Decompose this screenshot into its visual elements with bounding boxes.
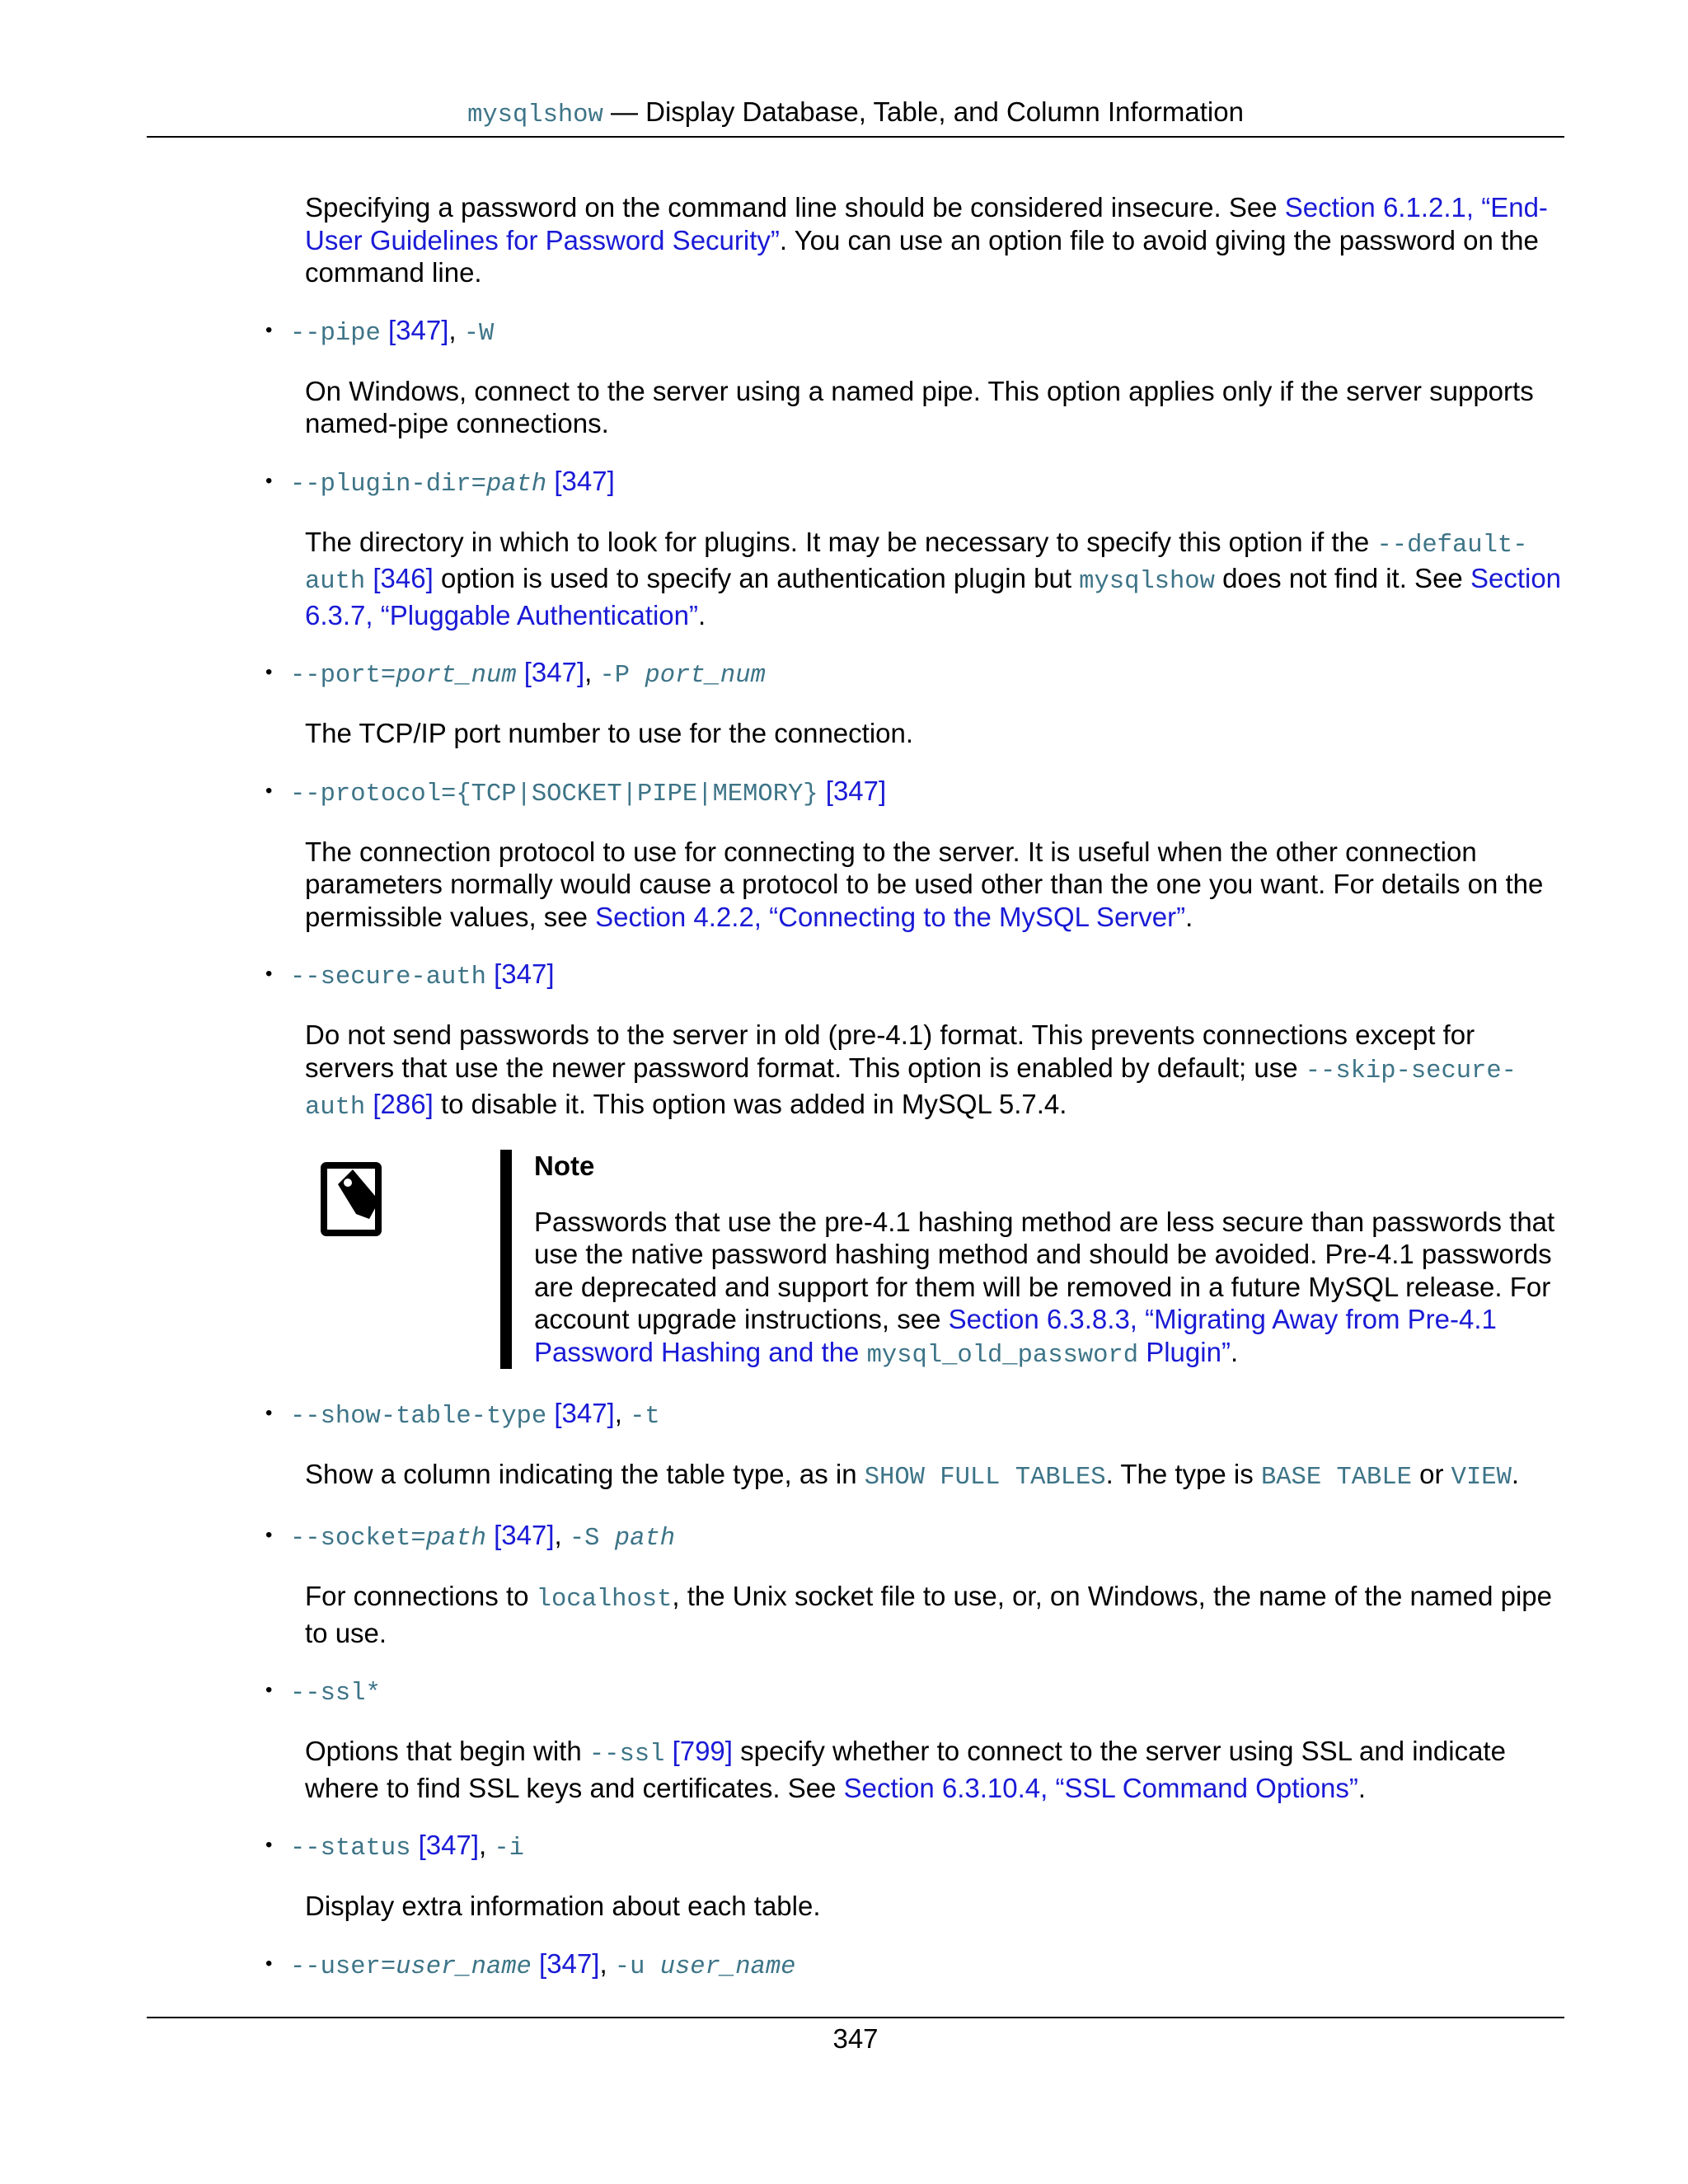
option-protocol-description	[305, 836, 1570, 934]
bullet: •	[265, 1952, 273, 1975]
option-status-description: Display extra information about each table.	[305, 1891, 821, 1921]
option-status-short: -i	[494, 1835, 524, 1863]
bullet: •	[265, 318, 273, 341]
option-socket-description	[305, 1580, 1570, 1649]
note-link-code: mysql_old_password	[866, 1341, 1139, 1370]
option-secure-auth-description	[305, 1019, 1570, 1125]
note-bar	[500, 1150, 512, 1369]
header-title: — Display Database, Table, and Column Information	[603, 96, 1244, 127]
note-text-1: Passwords that use the pre-4.1 hashing method are less secure than passwords that use the native password hashing method and should be avoided. Pre-4.1 passwords are deprecated and support for them will be removed in a future MySQL release. For account upgrade instructions, see	[534, 1206, 1555, 1334]
option-socket-short-arg: path	[614, 1525, 676, 1553]
option-socket-arg: path	[425, 1525, 486, 1553]
option-ssl-description	[305, 1735, 1570, 1804]
option-separator: ,	[599, 1947, 615, 1979]
option-separator: ,	[448, 314, 464, 345]
page-number: 347	[832, 2023, 879, 2054]
option-secure-auth	[265, 958, 1570, 994]
option-port-description: The TCP/IP port number to use for the connection.	[305, 718, 914, 748]
ssl-option-ref: [799]	[672, 1736, 733, 1766]
password-warning-paragraph	[305, 191, 1570, 289]
bullet: •	[265, 779, 273, 802]
option-pipe-name: --pipe	[290, 319, 381, 348]
bullet: •	[265, 1401, 273, 1424]
option-separator: ,	[614, 1397, 631, 1428]
bullet: •	[265, 661, 273, 683]
option-socket-name: --socket=	[290, 1525, 426, 1553]
show-table-type-text-4: .	[1511, 1458, 1520, 1489]
ssl-text-2: specify whether to connect to the server using SSL and indicate where to find SSL keys and certificates. See	[305, 1736, 1506, 1803]
option-separator: ,	[584, 657, 600, 687]
option-plugin-dir-arg: path	[485, 470, 547, 499]
secure-auth-text-1: Do not send passwords to the server in old (pre-4.1) format. This prevents connections except for servers that use the newer password format. This option is enabled by default; use	[305, 1019, 1475, 1083]
ssl-text-3: .	[1357, 1772, 1367, 1803]
plugin-dir-text-2: option is used to specify an authentication plugin but	[433, 563, 1080, 593]
show-table-type-text-3: or	[1411, 1458, 1451, 1489]
header-rule	[147, 136, 1564, 138]
pluggable-authentication-link[interactable]: Section 6.3.7, “Pluggable Authentication”	[305, 563, 1562, 630]
plugin-dir-command: mysqlshow	[1079, 568, 1215, 596]
option-secure-auth-ref-link[interactable]: [347]	[494, 958, 555, 989]
show-table-type-text-2: . The type is	[1105, 1458, 1261, 1489]
skip-secure-auth-code: --skip-secure-auth	[305, 1057, 1517, 1122]
option-ssl	[265, 1674, 1570, 1710]
connecting-server-link[interactable]: Section 4.2.2, “Connecting to the MySQL Server”	[595, 901, 1186, 932]
protocol-text-2: .	[1185, 901, 1193, 932]
note-title: Note	[534, 1150, 595, 1181]
note-box	[305, 1150, 1570, 1369]
option-port-ref-link[interactable]: [347]	[523, 657, 585, 687]
intro-text-2: . You can use an option file to avoid giving the password on the command line.	[305, 224, 1539, 288]
option-show-table-type-short: -t	[630, 1402, 660, 1431]
socket-text-2: , the Unix socket file to use, or, on Windows, the name of the named pipe to use.	[305, 1581, 1552, 1648]
option-show-table-type-name: --show-table-type	[290, 1402, 547, 1431]
option-status	[265, 1829, 1570, 1865]
option-user-short-arg: user_name	[659, 1952, 796, 1981]
option-pipe-short: -W	[463, 319, 495, 348]
option-port-short-arg: port_num	[645, 662, 766, 690]
ssl-text-1: Options that begin with	[305, 1736, 589, 1766]
page-content	[265, 191, 1570, 2008]
option-port-arg: port_num	[396, 662, 517, 690]
note-body	[534, 1150, 1564, 1373]
skip-secure-auth-ref: [286]	[373, 1089, 434, 1119]
default-auth-code: --default-auth	[305, 531, 1528, 596]
view-code: VIEW	[1451, 1463, 1512, 1492]
option-show-table-type-ref-link[interactable]: [347]	[554, 1397, 615, 1428]
option-port	[265, 656, 1570, 692]
option-secure-auth-name: --secure-auth	[290, 963, 486, 991]
option-socket-short: -S	[569, 1525, 615, 1553]
intro-text-1: Specifying a password on the command line should be considered insecure. See	[305, 192, 1285, 223]
header-command: mysqlshow	[467, 101, 603, 129]
plugin-dir-text-3: does not find it. See	[1214, 563, 1470, 593]
option-pipe-description: On Windows, connect to the server using a named pipe. This option applies only if the server supports named-pipe connections.	[305, 375, 1534, 438]
option-show-table-type-description	[305, 1458, 1570, 1495]
protocol-text-1: The connection protocol to use for connecting to the server. It is useful when the other connection parameters normally would cause a protocol to be used other than the one you want. For details on the permissible values, see	[305, 836, 1544, 932]
option-plugin-dir-name: --plugin-dir=	[290, 470, 486, 499]
option-port-short: -P	[599, 662, 645, 690]
note-text-2: .	[1230, 1336, 1239, 1367]
note-text	[534, 1206, 1564, 1373]
base-table-code: BASE TABLE	[1260, 1463, 1412, 1492]
option-pipe-ref-link[interactable]: [347]	[388, 314, 449, 345]
ssl-option-link[interactable]	[588, 1736, 733, 1769]
option-separator: ,	[554, 1520, 570, 1550]
bullet: •	[265, 963, 273, 985]
option-user-ref-link[interactable]: [347]	[539, 1947, 600, 1979]
socket-text-1: For connections to	[305, 1581, 537, 1611]
option-status-ref-link[interactable]: [347]	[418, 1830, 480, 1860]
password-security-link[interactable]: Section 6.1.2.1, “End-User Guidelines for Password Security”	[305, 192, 1548, 255]
ssl-option-code: --ssl	[588, 1741, 665, 1769]
show-table-type-text-1: Show a column indicating the table type, as in	[305, 1458, 865, 1489]
note-link-text-1: Section 6.3.8.3, “Migrating Away from Pre-4.1 Password Hashing and the	[534, 1304, 1497, 1367]
option-plugin-dir-description	[305, 526, 1570, 632]
bullet: •	[265, 1679, 273, 1701]
plugin-dir-text-4: .	[698, 599, 706, 630]
page-header	[147, 92, 1564, 135]
show-full-tables-code: SHOW FULL TABLES	[864, 1463, 1106, 1492]
option-user-name: --user=	[290, 1952, 396, 1981]
option-socket-ref-link[interactable]: [347]	[494, 1520, 555, 1550]
option-separator: ,	[479, 1830, 495, 1860]
option-protocol-ref-link[interactable]: [347]	[825, 775, 887, 806]
bullet: •	[265, 1524, 273, 1546]
default-auth-ref: [346]	[373, 563, 434, 593]
option-user	[265, 1947, 1570, 1984]
option-pipe	[265, 314, 1570, 350]
option-user-arg: user_name	[396, 1952, 532, 1981]
option-port-name: --port=	[290, 662, 396, 690]
localhost-code: localhost	[536, 1586, 673, 1614]
bullet: •	[265, 1834, 273, 1856]
option-show-table-type	[265, 1397, 1570, 1433]
option-plugin-dir-ref-link[interactable]: [347]	[554, 465, 615, 496]
option-ssl-name: --ssl*	[290, 1680, 381, 1708]
footer-rule	[147, 2017, 1564, 2018]
secure-auth-text-2: to disable it. This option was added in MySQL 5.7.4.	[433, 1089, 1067, 1119]
note-icon	[320, 1161, 386, 1237]
option-user-short: -u	[614, 1952, 660, 1981]
option-plugin-dir	[265, 465, 1570, 501]
note-link-text-2: Plugin”	[1138, 1336, 1231, 1367]
option-status-name: --status	[290, 1835, 411, 1863]
option-protocol-name: --protocol={TCP|SOCKET|PIPE|MEMORY}	[290, 780, 818, 808]
option-socket	[265, 1519, 1570, 1555]
plugin-dir-text-1: The directory in which to look for plugins. It may be necessary to specify this option if the	[305, 526, 1377, 557]
bullet: •	[265, 469, 273, 492]
ssl-command-options-link[interactable]: Section 6.3.10.4, “SSL Command Options”	[843, 1772, 1358, 1803]
option-protocol	[265, 775, 1570, 811]
